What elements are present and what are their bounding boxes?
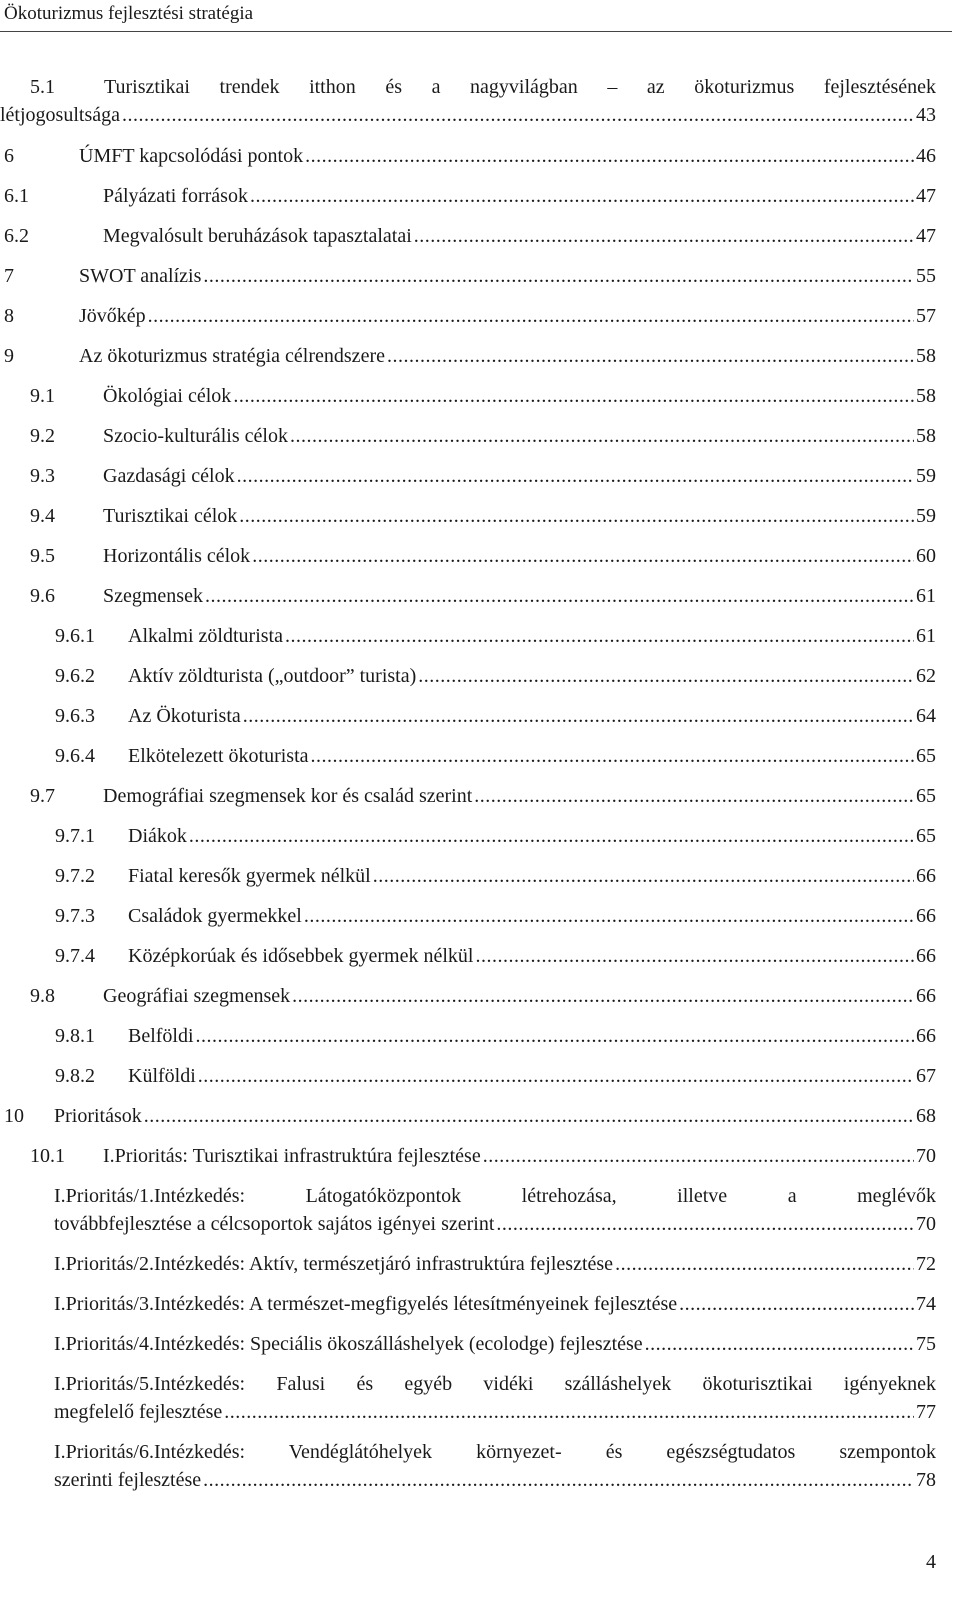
toc-entry-number: 9.7.2 [55, 865, 95, 887]
toc-entry-number: 9.6.2 [55, 665, 95, 687]
toc-dot-leader [679, 1290, 914, 1318]
toc-measure-line1: I.Prioritás/6.Intézkedés: Vendéglátóhelyek környezet- és egészségtudatos szempontok [54, 1441, 936, 1463]
toc-measure-line1: I.Prioritás/1.Intézkedés: Látogatóközpontok létrehozása, illetve a meglévők [54, 1185, 936, 1207]
toc-dot-leader [292, 982, 914, 1010]
toc-measure-title: I.Prioritás/3.Intézkedés: A természet-megfigyelés létesítményeinek fejlesztése [54, 1293, 678, 1315]
toc-entry-page: 61 [916, 585, 936, 607]
toc-entry-title: Középkorúak és idősebbek gyermek nélkül [128, 945, 474, 967]
toc-dot-leader [418, 662, 914, 690]
toc-entry[interactable] [0, 262, 936, 290]
toc-entry-title: Aktív zöldturista („outdoor” turista) [128, 665, 417, 687]
toc-entry-title: Jövőkép [79, 305, 146, 327]
toc-dot-leader [305, 142, 914, 170]
toc-entry-page: 60 [916, 545, 936, 567]
toc-dot-leader [148, 302, 914, 330]
toc-measure-line1 [54, 1250, 936, 1278]
toc-entry-page: 47 [916, 225, 936, 247]
toc-entry-number: 7 [4, 265, 14, 287]
toc-measure-title: I.Prioritás/2.Intézkedés: Aktív, természetjáró infrastruktúra fejlesztése [54, 1253, 614, 1275]
toc-measure-entry[interactable] [54, 1330, 936, 1358]
toc-entry[interactable] [0, 342, 936, 370]
toc-entry-line2 [0, 101, 936, 129]
toc-entry[interactable] [0, 822, 936, 850]
toc-entry-number: 6.2 [4, 225, 29, 247]
toc-entry[interactable] [0, 862, 936, 890]
toc-measure-entry[interactable] [54, 1250, 936, 1278]
toc-entry-title: Gazdasági célok [103, 465, 235, 487]
toc-measure-entry[interactable] [54, 1182, 936, 1238]
toc-entry-title: SWOT analízis [79, 265, 202, 287]
toc-dot-leader [144, 1102, 914, 1130]
toc-measure-entry[interactable] [54, 1370, 936, 1426]
toc-dot-leader [615, 1250, 914, 1278]
toc-entry[interactable] [0, 1102, 936, 1130]
toc-dot-leader [122, 101, 914, 129]
toc-measure-page: 75 [916, 1333, 936, 1355]
toc-measure-entry[interactable] [54, 1438, 936, 1494]
toc-dot-leader [198, 1062, 914, 1090]
toc-entry[interactable] [0, 302, 936, 330]
toc-entry[interactable] [0, 502, 936, 530]
toc-dot-leader [285, 622, 914, 650]
toc-entry-page: 70 [916, 1145, 936, 1167]
toc-entry[interactable] [0, 1142, 936, 1170]
toc-entry-page: 46 [916, 145, 936, 167]
toc-measure-page: 74 [916, 1293, 936, 1315]
toc-dot-leader [474, 782, 914, 810]
toc-dot-leader [239, 502, 914, 530]
toc-entry-title: Demográfiai szegmensek kor és család szerint [103, 785, 473, 807]
toc-entry-page: 58 [916, 385, 936, 407]
toc-entry-title: Belföldi [128, 1025, 194, 1047]
toc-entry-number: 10 [4, 1105, 24, 1127]
toc-dot-leader [252, 542, 914, 570]
toc-entry-number: 9.7.3 [55, 905, 95, 927]
toc-measure-title-cont: továbbfejlesztése a célcsoportok sajátos igényei szerint [54, 1213, 495, 1235]
toc-dot-leader [237, 462, 914, 490]
toc-entry[interactable] [0, 542, 936, 570]
toc-entry-title: Szegmensek [103, 585, 203, 607]
toc-entry-title: Fiatal keresők gyermek nélkül [128, 865, 371, 887]
toc-entry-title: Horizontális célok [103, 545, 251, 567]
toc-measure-line1 [54, 1330, 936, 1358]
toc-dot-leader [189, 822, 914, 850]
toc-dot-leader [414, 222, 914, 250]
toc-entry[interactable] [0, 222, 936, 250]
toc-measure-line2 [54, 1466, 936, 1494]
toc-entry-page: 66 [916, 985, 936, 1007]
toc-entry-number: 9.6.1 [55, 625, 95, 647]
toc-entry-title: Szocio-kulturális célok [103, 425, 288, 447]
toc-measure-title-cont: szerinti fejlesztése [54, 1469, 202, 1491]
toc-entry-title: Az Ökoturista [128, 705, 241, 727]
toc-entry[interactable] [0, 942, 936, 970]
toc-entry-title: Külföldi [128, 1065, 196, 1087]
toc-entry-number: 9 [4, 345, 14, 367]
toc-dot-leader [483, 1142, 914, 1170]
toc-dot-leader [203, 262, 914, 290]
toc-entry-page: 64 [916, 705, 936, 727]
toc-entry-title: Prioritások [54, 1105, 142, 1127]
toc-entry-title: Geográfiai szegmensek [103, 985, 291, 1007]
toc-entry-number: 5.1 [30, 76, 55, 98]
toc-measure-page: 72 [916, 1253, 936, 1275]
toc-entry-page: 66 [916, 1025, 936, 1047]
toc-entry[interactable] [0, 142, 936, 170]
toc-entry-title: Megvalósult beruházások tapasztalatai [103, 225, 412, 247]
toc-entry-page: 65 [916, 825, 936, 847]
toc-entry-number: 9.6.4 [55, 745, 95, 767]
toc-entry[interactable] [0, 622, 936, 650]
toc-entry-number: 9.6.3 [55, 705, 95, 727]
toc-entry-number: 9.6 [30, 585, 55, 607]
toc-measure-page: 70 [916, 1213, 936, 1235]
toc-dot-leader [645, 1330, 914, 1358]
toc-entry-page: 57 [916, 305, 936, 327]
toc-entry-page: 59 [916, 505, 936, 527]
toc-entry-page: 65 [916, 785, 936, 807]
toc-entry[interactable] [0, 782, 936, 810]
toc-dot-leader [243, 702, 914, 730]
toc-entry[interactable] [0, 662, 936, 690]
toc-measure-line1: I.Prioritás/5.Intézkedés: Falusi és egyéb vidéki szálláshelyek ökoturisztikai igényeknek [54, 1373, 936, 1395]
toc-dot-leader [496, 1210, 914, 1238]
toc-entry[interactable] [0, 1022, 936, 1050]
toc-entry-number: 9.8.2 [55, 1065, 95, 1087]
toc-entry[interactable] [0, 902, 936, 930]
toc-dot-leader [387, 342, 914, 370]
toc-entry-page: 58 [916, 425, 936, 447]
toc-entry-title: Diákok [128, 825, 187, 847]
toc-entry-number: 9.7 [30, 785, 55, 807]
toc-entry-page: 68 [916, 1105, 936, 1127]
toc-dot-leader [311, 742, 915, 770]
toc-entry-title: Turisztikai trendek itthon és a nagyvilágban – az ökoturizmus fejlesztésének [104, 76, 936, 98]
toc-entry-page: 67 [916, 1065, 936, 1087]
toc-measure-page: 77 [916, 1401, 936, 1423]
toc-dot-leader [233, 382, 914, 410]
toc-entry-page: 47 [916, 185, 936, 207]
toc-dot-leader [304, 902, 914, 930]
toc-entry-number: 8 [4, 305, 14, 327]
toc-entry[interactable] [0, 742, 936, 770]
toc-entry-number: 9.7.1 [55, 825, 95, 847]
running-header [0, 0, 952, 32]
toc-measure-title: I.Prioritás/4.Intézkedés: Speciális ökoszálláshelyek (ecolodge) fejlesztése [54, 1333, 643, 1355]
toc-entry-number: 6.1 [4, 185, 29, 207]
toc-entry-page: 65 [916, 745, 936, 767]
toc-entry-number: 9.7.4 [55, 945, 95, 967]
toc-entry-number: 9.3 [30, 465, 55, 487]
toc-dot-leader [475, 942, 914, 970]
toc-dot-leader [205, 582, 914, 610]
toc-entry-page: 66 [916, 865, 936, 887]
toc-entry-page: 66 [916, 945, 936, 967]
toc-dot-leader [203, 1466, 914, 1494]
toc-entry-title: Családok gyermekkel [128, 905, 302, 927]
toc-entry-title: I.Prioritás: Turisztikai infrastruktúra fejlesztése [103, 1145, 481, 1167]
toc-entry-number: 9.4 [30, 505, 55, 527]
toc-entry-title-cont: létjogosultsága [0, 104, 120, 126]
toc-entry-title: Alkalmi zöldturista [128, 625, 283, 647]
document-title: Ökoturizmus fejlesztési stratégia [4, 3, 254, 24]
toc-entry[interactable] [0, 1062, 936, 1090]
toc-entry[interactable] [0, 462, 936, 490]
toc-entry-number: 9.5 [30, 545, 55, 567]
toc-entry-number: 9.8 [30, 985, 55, 1007]
toc-entry-title: Turisztikai célok [103, 505, 238, 527]
toc-entry-number: 9.2 [30, 425, 55, 447]
toc-entry[interactable] [0, 582, 936, 610]
toc-dot-leader [224, 1398, 914, 1426]
page-number: 4 [926, 1551, 936, 1573]
toc-measure-title-cont: megfelelő fejlesztése [54, 1401, 223, 1423]
toc-entry-page: 61 [916, 625, 936, 647]
toc-entry-number: 10.1 [30, 1145, 65, 1167]
toc-entry-number: 9.8.1 [55, 1025, 95, 1047]
toc-entry-page: 62 [916, 665, 936, 687]
toc-entry-title: ÚMFT kapcsolódási pontok [79, 145, 304, 167]
toc-entry-title: Ökológiai célok [103, 385, 232, 407]
toc-entry-number: 9.1 [30, 385, 55, 407]
toc-measure-entry[interactable] [54, 1290, 936, 1318]
toc-entry-page: 58 [916, 345, 936, 367]
toc-dot-leader [196, 1022, 914, 1050]
toc-entry-title: Elkötelezett ökoturista [128, 745, 309, 767]
toc-entry[interactable] [0, 422, 936, 450]
toc-measure-line2 [54, 1398, 936, 1426]
toc-measure-line1 [54, 1290, 936, 1318]
toc-entry[interactable] [0, 982, 936, 1010]
toc-entry-page: 66 [916, 905, 936, 927]
toc-entry-number: 6 [4, 145, 14, 167]
toc-dot-leader [250, 182, 914, 210]
toc-entry-title: Az ökoturizmus stratégia célrendszere [79, 345, 385, 367]
toc-entry-title: Pályázati források [103, 185, 248, 207]
toc-entry-line1 [30, 73, 936, 101]
toc-measure-page: 78 [916, 1469, 936, 1491]
toc-entry-page: 55 [916, 265, 936, 287]
toc-entry-5-1[interactable] [0, 73, 936, 129]
toc-entry[interactable] [0, 382, 936, 410]
toc-measure-line2 [54, 1210, 936, 1238]
toc-dot-leader [290, 422, 914, 450]
toc-entry-page: 43 [916, 104, 936, 126]
toc-dot-leader [373, 862, 914, 890]
toc-entry-page: 59 [916, 465, 936, 487]
toc-entry[interactable] [0, 702, 936, 730]
toc-entry[interactable] [0, 182, 936, 210]
